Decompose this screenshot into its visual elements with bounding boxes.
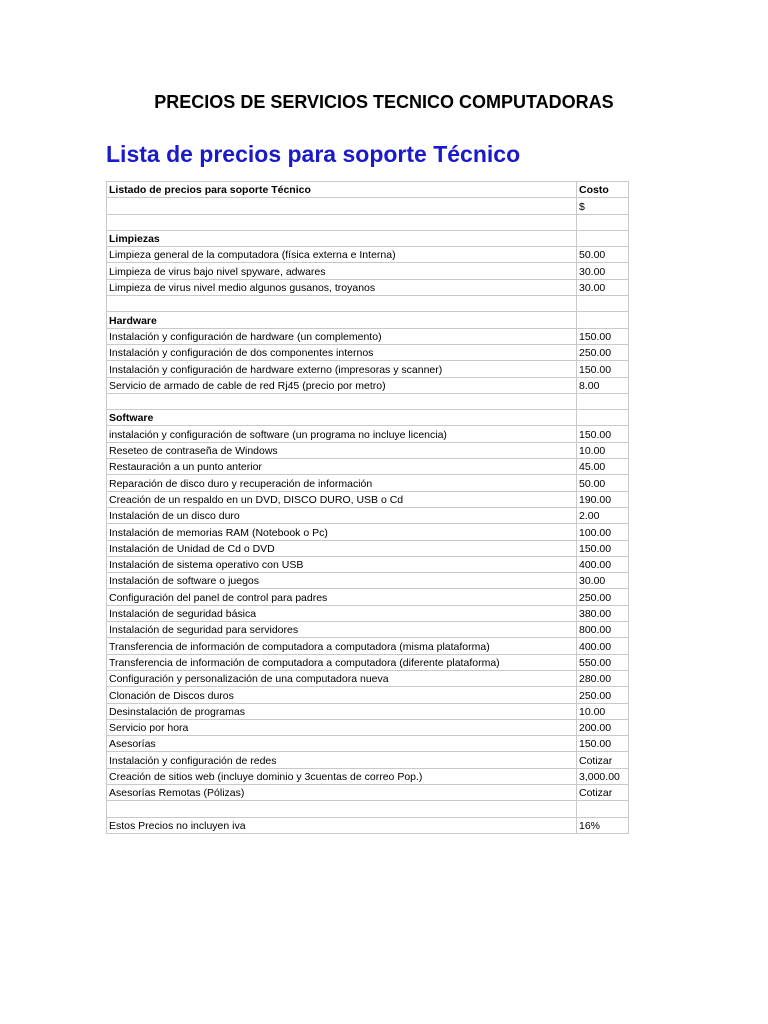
cost-cell: 150.00 xyxy=(577,328,629,344)
table-row xyxy=(107,377,629,393)
table-row xyxy=(107,475,629,491)
cost-cell xyxy=(577,393,629,409)
cost-cell: Cotizar xyxy=(577,784,629,800)
cost-cell: 250.00 xyxy=(577,589,629,605)
service-cell xyxy=(107,801,577,817)
cost-cell xyxy=(577,801,629,817)
cost-cell: 550.00 xyxy=(577,654,629,670)
cost-cell: 50.00 xyxy=(577,475,629,491)
table-header-row xyxy=(107,182,629,198)
header-service-cell: Listado de precios para soporte Técnico xyxy=(107,182,577,198)
table-row xyxy=(107,703,629,719)
service-cell: Restauración a un punto anterior xyxy=(107,459,577,475)
document-title: PRECIOS DE SERVICIOS TECNICO COMPUTADORAS xyxy=(154,92,614,112)
table-row xyxy=(107,589,629,605)
cost-cell: 3,000.00 xyxy=(577,768,629,784)
table-row xyxy=(107,670,629,686)
cost-cell xyxy=(577,312,629,328)
cost-cell: 10.00 xyxy=(577,442,629,458)
table-row xyxy=(107,540,629,556)
table-row xyxy=(107,279,629,295)
table-row xyxy=(107,361,629,377)
blank-row xyxy=(107,393,629,409)
table-row xyxy=(107,622,629,638)
price-table xyxy=(106,181,629,834)
service-cell: Instalación de software o juegos xyxy=(107,573,577,589)
table-row xyxy=(107,736,629,752)
service-cell: instalación y configuración de software (un programa no incluye licencia) xyxy=(107,426,577,442)
table-row xyxy=(107,687,629,703)
table-row xyxy=(107,654,629,670)
section-row xyxy=(107,312,629,328)
section-label-cell: Limpiezas xyxy=(107,230,577,246)
service-cell: Instalación y configuración de redes xyxy=(107,752,577,768)
cost-cell: 150.00 xyxy=(577,736,629,752)
table-row xyxy=(107,524,629,540)
service-cell: Instalación de memorias RAM (Notebook o Pc) xyxy=(107,524,577,540)
service-cell: Estos Precios no incluyen iva xyxy=(107,817,577,833)
service-cell: Instalación y configuración de dos componentes internos xyxy=(107,344,577,360)
service-cell: Instalación y configuración de hardware (un complemento) xyxy=(107,328,577,344)
service-cell: Transferencia de información de computadora a computadora (misma plataforma) xyxy=(107,638,577,654)
service-cell: Instalación de Unidad de Cd o DVD xyxy=(107,540,577,556)
table-row xyxy=(107,442,629,458)
cost-cell: 400.00 xyxy=(577,556,629,572)
section-label-cell: Hardware xyxy=(107,312,577,328)
cost-cell: 16% xyxy=(577,817,629,833)
service-cell: Instalación de un disco duro xyxy=(107,507,577,523)
service-cell: Instalación y configuración de hardware externo (impresoras y scanner) xyxy=(107,361,577,377)
service-cell: Configuración del panel de control para padres xyxy=(107,589,577,605)
service-cell: Limpieza de virus bajo nivel spyware, adwares xyxy=(107,263,577,279)
service-cell: Asesorías Remotas (Pólizas) xyxy=(107,784,577,800)
service-cell: Clonación de Discos duros xyxy=(107,687,577,703)
header-cost-cell: Costo xyxy=(577,182,629,198)
cost-cell: 280.00 xyxy=(577,670,629,686)
service-cell: Instalación de sistema operativo con USB xyxy=(107,556,577,572)
service-cell: Servicio de armado de cable de red Rj45 (precio por metro) xyxy=(107,377,577,393)
service-cell: Asesorías xyxy=(107,736,577,752)
cost-cell: 30.00 xyxy=(577,279,629,295)
cost-cell: 150.00 xyxy=(577,361,629,377)
cost-cell: 150.00 xyxy=(577,540,629,556)
price-table-body xyxy=(107,182,629,834)
table-row xyxy=(107,605,629,621)
service-cell: Configuración y personalización de una computadora nueva xyxy=(107,670,577,686)
service-cell: Transferencia de información de computadora a computadora (diferente plataforma) xyxy=(107,654,577,670)
service-cell: Instalación de seguridad para servidores xyxy=(107,622,577,638)
cost-cell: 250.00 xyxy=(577,687,629,703)
cost-cell xyxy=(577,410,629,426)
cost-cell: 30.00 xyxy=(577,263,629,279)
table-row xyxy=(107,459,629,475)
cost-cell: 800.00 xyxy=(577,622,629,638)
price-list-heading: Lista de precios para soporte Técnico xyxy=(106,141,521,167)
service-cell xyxy=(107,198,577,214)
service-cell: Limpieza de virus nivel medio algunos gusanos, troyanos xyxy=(107,279,577,295)
cost-cell: 380.00 xyxy=(577,605,629,621)
cost-cell: 45.00 xyxy=(577,459,629,475)
service-cell: Limpieza general de la computadora (física externa e Interna) xyxy=(107,247,577,263)
cost-cell: 400.00 xyxy=(577,638,629,654)
table-row xyxy=(107,719,629,735)
table-row xyxy=(107,638,629,654)
service-cell: Desinstalación de programas xyxy=(107,703,577,719)
section-row xyxy=(107,230,629,246)
cost-cell: 100.00 xyxy=(577,524,629,540)
cost-cell: $ xyxy=(577,198,629,214)
table-row xyxy=(107,784,629,800)
table-row xyxy=(107,817,629,833)
table-row xyxy=(107,573,629,589)
cost-cell: 200.00 xyxy=(577,719,629,735)
table-row xyxy=(107,491,629,507)
blank-row xyxy=(107,214,629,230)
blank-row xyxy=(107,801,629,817)
service-cell: Reseteo de contraseña de Windows xyxy=(107,442,577,458)
service-cell: Instalación de seguridad básica xyxy=(107,605,577,621)
service-cell: Servicio por hora xyxy=(107,719,577,735)
cost-cell xyxy=(577,296,629,312)
cost-cell: 150.00 xyxy=(577,426,629,442)
service-cell xyxy=(107,214,577,230)
cost-cell: 50.00 xyxy=(577,247,629,263)
table-row xyxy=(107,328,629,344)
service-cell xyxy=(107,296,577,312)
cost-cell: 30.00 xyxy=(577,573,629,589)
cost-cell: 10.00 xyxy=(577,703,629,719)
table-row xyxy=(107,426,629,442)
blank-row xyxy=(107,296,629,312)
service-cell: Reparación de disco duro y recuperación de información xyxy=(107,475,577,491)
table-row xyxy=(107,507,629,523)
table-row xyxy=(107,263,629,279)
table-row xyxy=(107,556,629,572)
service-cell xyxy=(107,393,577,409)
cost-cell: 2.00 xyxy=(577,507,629,523)
service-cell: Creación de sitios web (incluye dominio y 3cuentas de correo Pop.) xyxy=(107,768,577,784)
table-row xyxy=(107,768,629,784)
section-row xyxy=(107,410,629,426)
cost-cell xyxy=(577,214,629,230)
table-row xyxy=(107,198,629,214)
service-cell: Creación de un respaldo en un DVD, DISCO DURO, USB o Cd xyxy=(107,491,577,507)
cost-cell: 250.00 xyxy=(577,344,629,360)
cost-cell: 190.00 xyxy=(577,491,629,507)
section-label-cell: Software xyxy=(107,410,577,426)
cost-cell: 8.00 xyxy=(577,377,629,393)
cost-cell: Cotizar xyxy=(577,752,629,768)
cost-cell xyxy=(577,230,629,246)
table-row xyxy=(107,247,629,263)
table-row xyxy=(107,752,629,768)
table-row xyxy=(107,344,629,360)
